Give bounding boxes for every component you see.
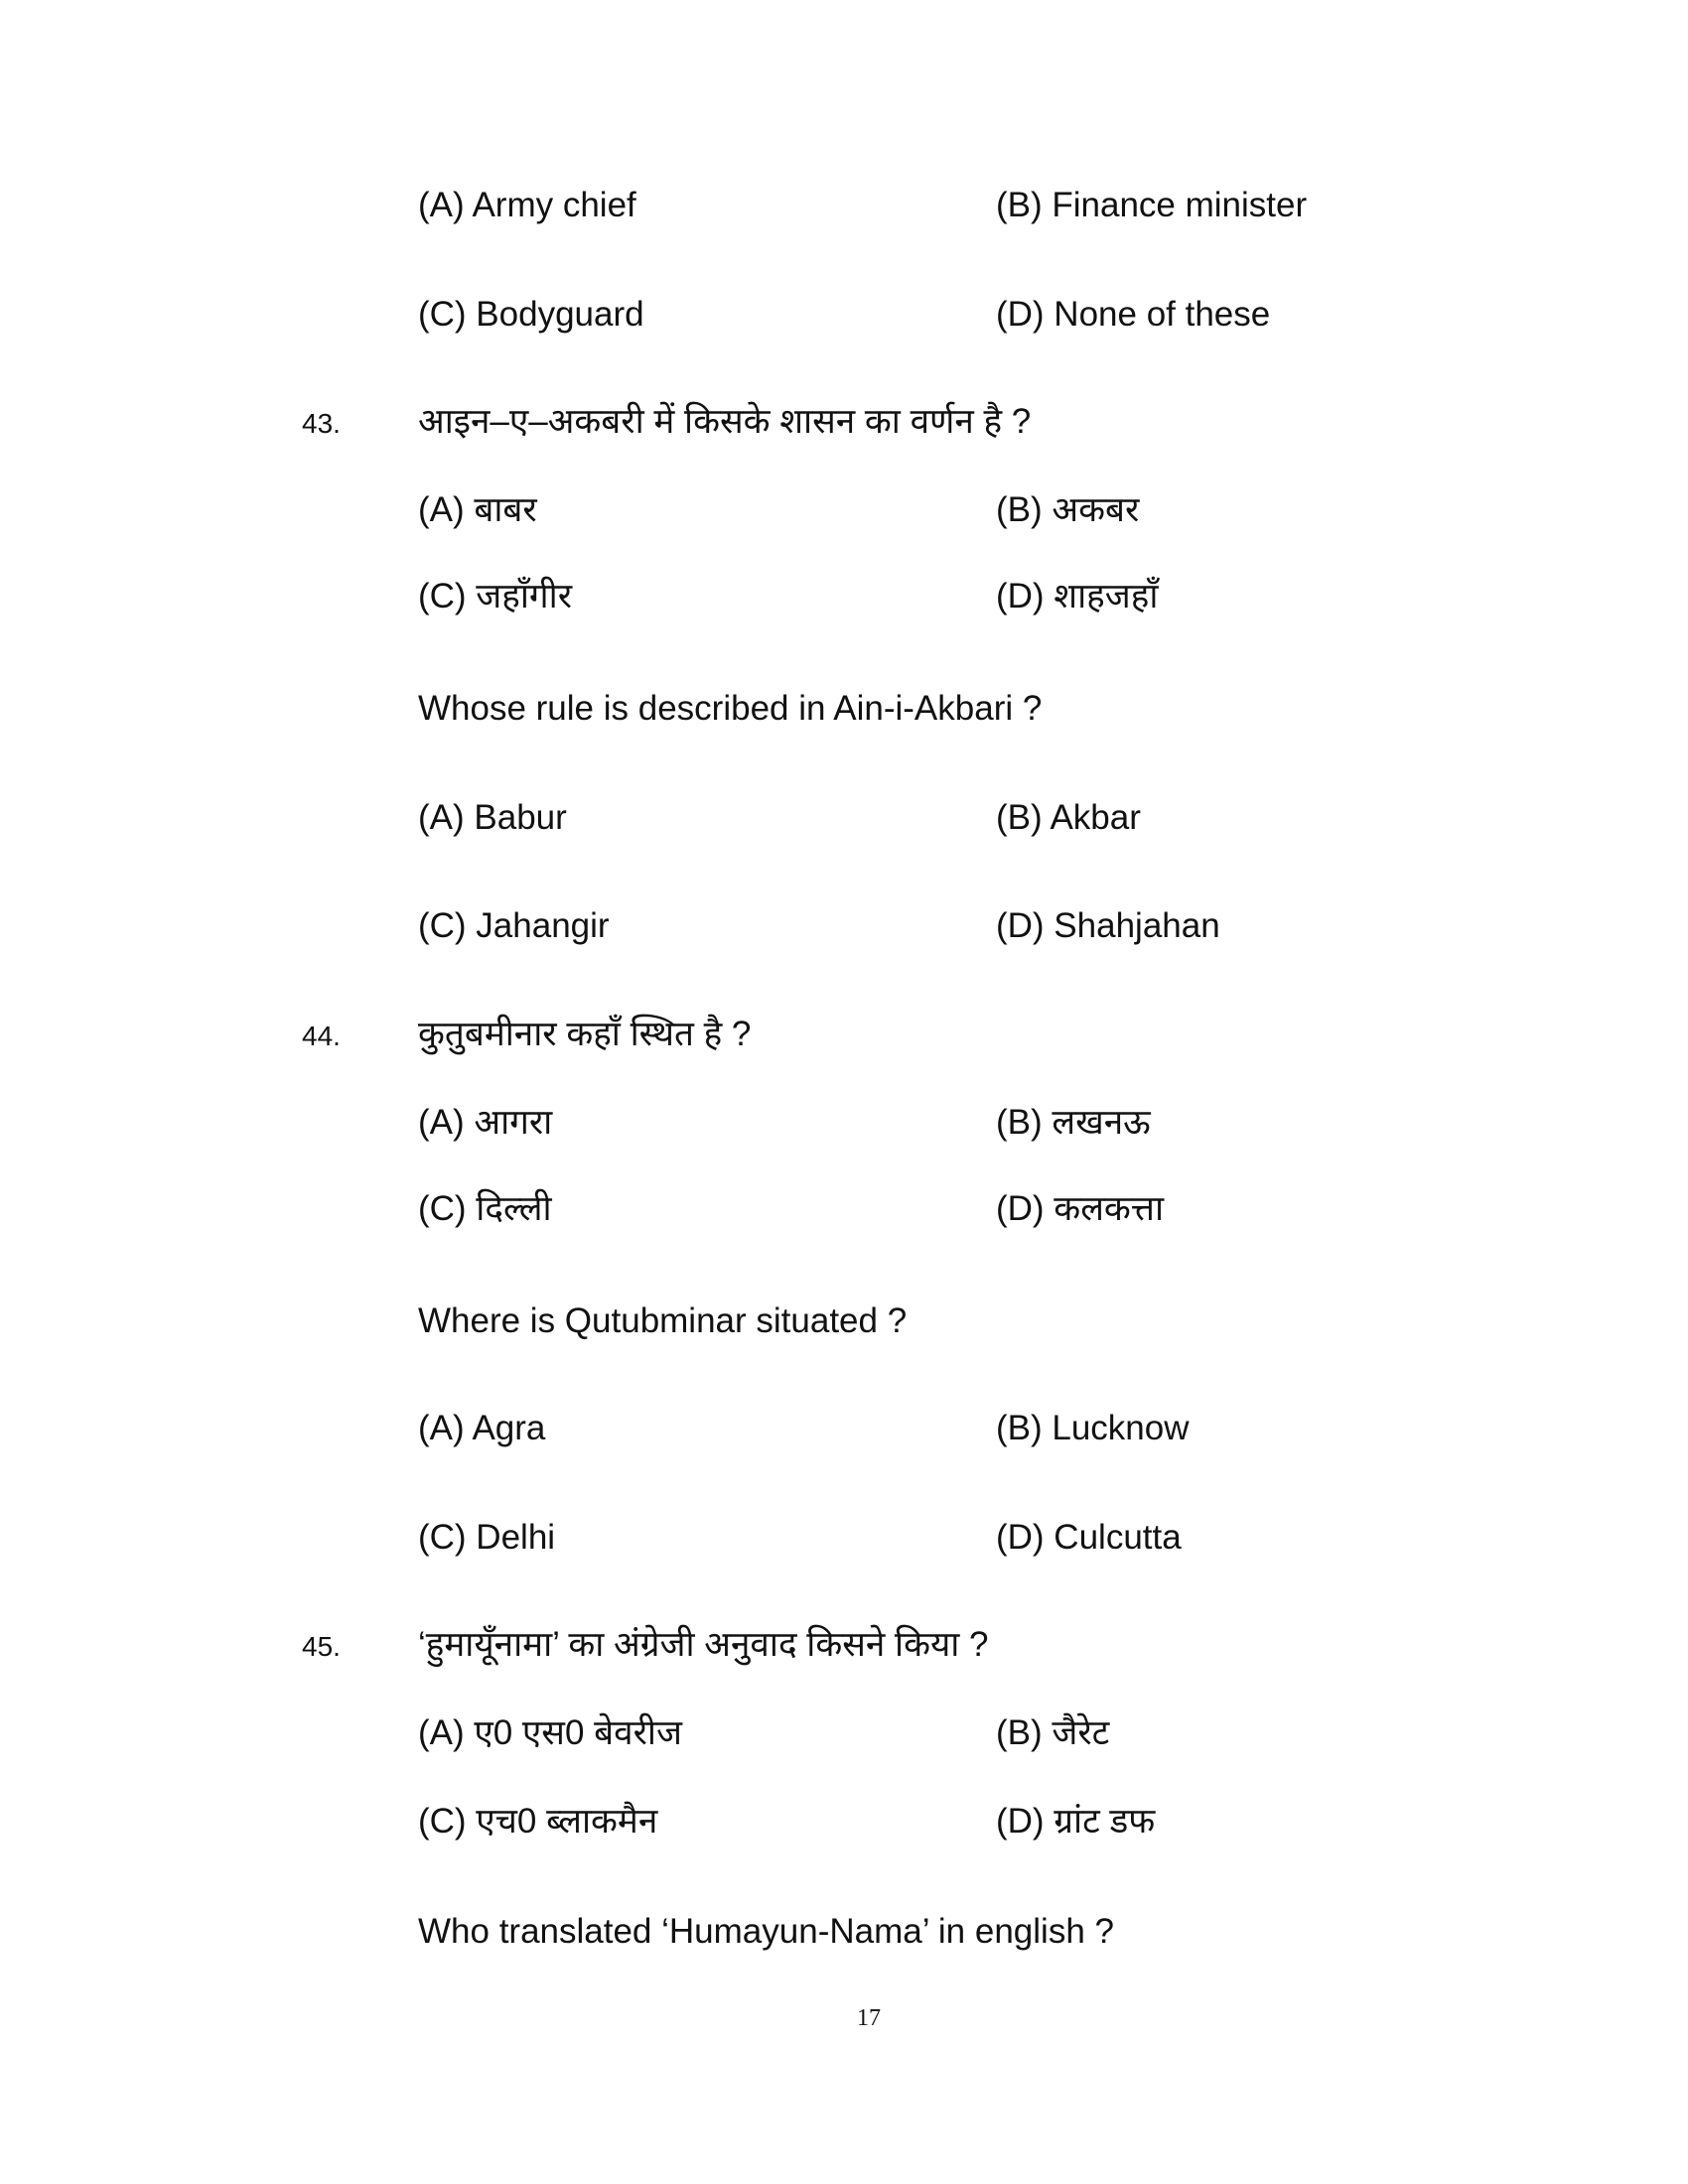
page-number: 17 [857, 2005, 881, 2031]
option-b: (B) Akbar [996, 798, 1141, 837]
option-b: (B) Finance minister [996, 186, 1308, 224]
option-a: (A) Babur [418, 798, 567, 837]
hindi-question: कुतुबमीनार कहाँ स्थित है ? [418, 1015, 752, 1053]
option-b: (B) जैरेट [996, 1713, 1110, 1752]
english-question: Whose rule is described in Ain-i-Akbari ? [418, 689, 1043, 728]
option-d: (D) Culcutta [996, 1518, 1182, 1557]
option-d: (D) Shahjahan [996, 906, 1220, 945]
option-a: (A) Army chief [418, 186, 636, 224]
question-number: 43. [302, 408, 341, 439]
option-a: (A) ए0 एस0 बेवरीज [418, 1713, 682, 1752]
option-d: (D) शाहजहाँ [996, 577, 1159, 615]
option-a: (A) आगरा [418, 1103, 553, 1142]
option-d: (D) None of these [996, 295, 1271, 334]
option-b: (B) Lucknow [996, 1409, 1190, 1447]
option-c: (C) Delhi [418, 1518, 556, 1557]
question-number: 44. [302, 1021, 341, 1051]
english-question: Where is Qutubminar situated ? [418, 1301, 908, 1340]
option-b: (B) अकबर [996, 490, 1140, 529]
question-number: 45. [302, 1631, 341, 1662]
option-c: (C) Bodyguard [418, 295, 644, 334]
option-b: (B) लखनऊ [996, 1103, 1151, 1142]
hindi-question: ‘हुमायूँनामा’ का अंग्रेजी अनुवाद किसने किया ? [418, 1625, 989, 1664]
option-a: (A) बाबर [418, 490, 537, 529]
option-a: (A) Agra [418, 1409, 546, 1447]
option-c: (C) जहाँगीर [418, 577, 573, 615]
option-c: (C) Jahangir [418, 906, 610, 945]
option-d: (D) ग्रांट डफ [996, 1802, 1156, 1841]
english-question: Who translated ‘Humayun-Nama’ in english ? [418, 1912, 1114, 1951]
option-d: (D) कलकत्ता [996, 1189, 1165, 1228]
hindi-question: आइन–ए–अकबरी में किसके शासन का वर्णन है ? [418, 402, 1032, 441]
option-c: (C) एच0 ब्लाकमैन [418, 1802, 658, 1841]
option-c: (C) दिल्ली [418, 1189, 552, 1228]
